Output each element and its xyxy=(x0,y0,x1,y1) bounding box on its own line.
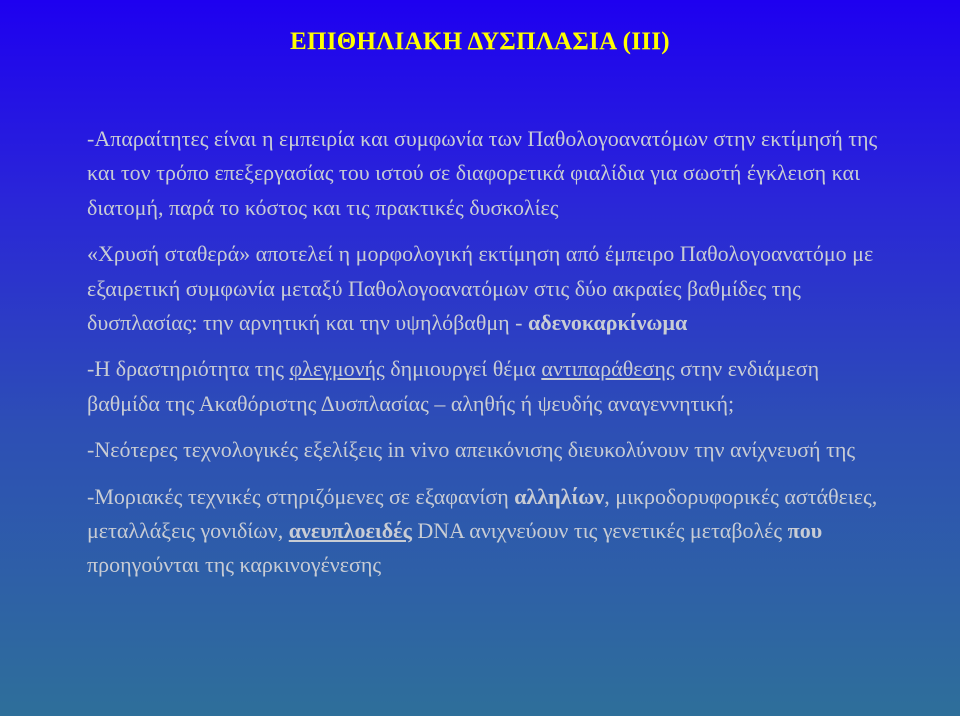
inflammation-text-1: -Η δραστηριότητα της xyxy=(87,356,290,382)
alleles-term: αλληλίων xyxy=(514,483,605,509)
molecular-text-4: προηγούνται της καρκινογένεσης xyxy=(87,552,382,578)
slide-body xyxy=(87,122,887,583)
gold-standard-text: «Χρυσή σταθερά» αποτελεί η μορφολογική εκτίμηση από έμπειρο Παθολογοανατόμο με εξαιρετική συμφωνία μεταξύ Παθολογοανατόμων στις δύο ακραίες βαθμίδες της δυσπλασίας: την αρνητική και την υψηλόβαθμη - xyxy=(87,241,874,336)
aneuploid-term: ανευπλοειδές xyxy=(288,518,412,544)
paragraph-in-vivo: -Νεότερες τεχνολογικές εξελίξεις in vivo απεικόνισης διευκολύνουν την ανίχνευσή της xyxy=(87,437,856,463)
molecular-text-2: , μικροδορυφορικές αστάθειες, μεταλλάξεις γονιδίων, xyxy=(87,483,878,544)
paragraph-inflammation xyxy=(87,352,887,421)
paragraph-molecular xyxy=(87,480,887,583)
inflammation-text-2: δημιουργεί θέμα xyxy=(384,356,542,382)
inflammation-term: φλεγμονής xyxy=(289,356,385,382)
molecular-text-1: -Μοριακές τεχνικές στηριζόμενες σε εξαφανίση xyxy=(87,483,515,509)
paragraph-gap xyxy=(87,421,887,433)
paragraph-gap xyxy=(87,468,887,480)
inflammation-text-3: στην ενδιάμεση βαθμίδα της Ακαθόριστης Δυσπλασίας – αληθής ή ψευδής αναγεννητική; xyxy=(87,356,820,416)
controversy-term: αντιπαράθεσης xyxy=(541,356,675,382)
paragraph-gap xyxy=(87,340,887,352)
paragraph-expertise: -Απαραίτητες είναι η εμπειρία και συμφωνία των Παθολογοανατόμων στην εκτίμησή της και τον τρόπο επεξεργασίας του ιστού σε διαφορετικά φιαλίδια για σωστή έγκλειση και διατομή, παρά το κόστος και τις πρακτικές δυσκολίες xyxy=(87,126,878,220)
molecular-text-3: DNA ανιχνεύουν τις γενετικές μεταβολές xyxy=(411,518,788,544)
paragraph-gap xyxy=(87,225,887,237)
paragraph-gold-standard xyxy=(87,237,887,340)
which-term: που xyxy=(787,518,823,544)
slide-title: ΕΠΙΘΗΛΙΑΚΗ ΔΥΣΠΛΑΣΙΑ (ΙΙΙ) xyxy=(290,28,670,55)
adenocarcinoma-term: αδενοκαρκίνωμα xyxy=(528,310,688,336)
